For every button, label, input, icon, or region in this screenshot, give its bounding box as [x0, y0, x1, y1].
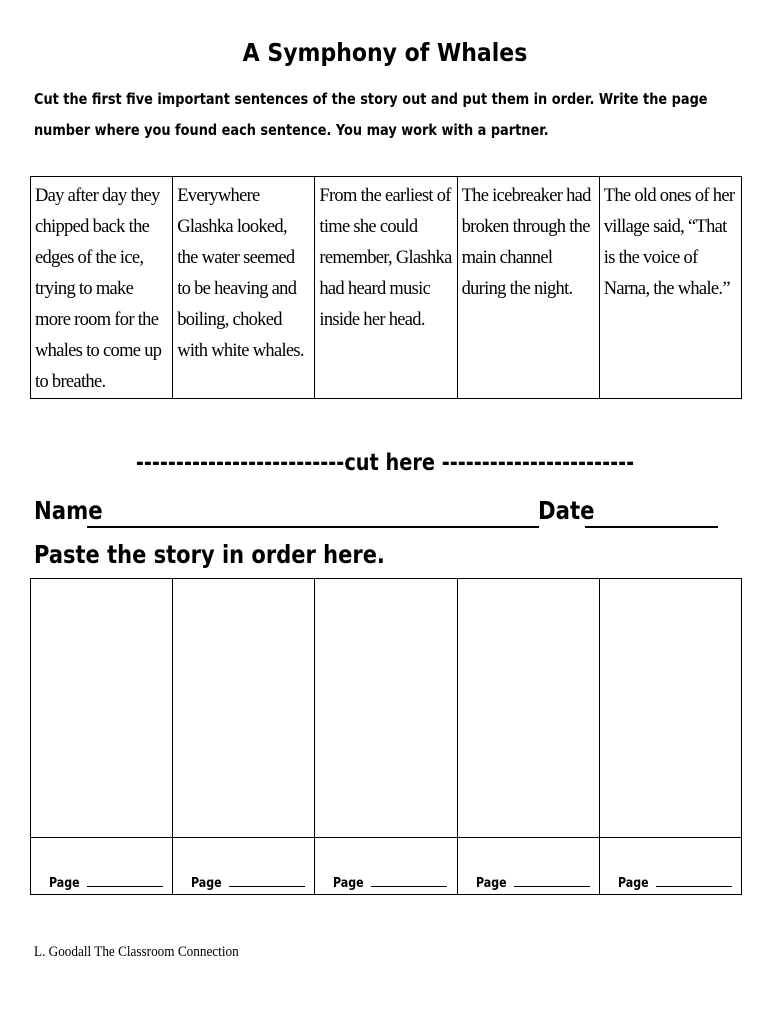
page-label: Page [49, 876, 80, 891]
page-number-blank [87, 886, 163, 887]
paste-box-1 [31, 579, 173, 838]
page-number-blank [514, 886, 590, 887]
date-blank-line [585, 526, 718, 528]
paste-box-4 [457, 579, 599, 838]
page-number-blank [229, 886, 305, 887]
paste-box-2 [173, 579, 315, 838]
sentence-cell-1: Day after day they chipped back the edges of the ice, trying to make more room for the whales to come up to breathe. [31, 177, 173, 399]
date-label: Date [538, 496, 595, 525]
page-number-blank [371, 886, 447, 887]
page-label: Page [475, 876, 507, 891]
page-label: Page [333, 876, 365, 891]
sentence-cell-5: The old ones of her village said, “That is the voice of Narna, the whale.” [599, 177, 741, 399]
paste-box-5 [599, 579, 741, 838]
page-cell-2 [173, 838, 315, 895]
sentence-strip-table [30, 176, 742, 399]
page-cell-5 [599, 838, 741, 895]
cut-here-line: --------------------------cut here ------------------------ [135, 450, 635, 476]
name-label: Name [34, 496, 103, 525]
page-label: Page [191, 876, 222, 891]
paste-box-3 [315, 579, 457, 838]
worksheet-title: A Symphony of Whales [242, 38, 528, 67]
page-label: Page [617, 876, 649, 891]
page-cell-3 [315, 838, 457, 895]
footer-credit: L. Goodall The Classroom Connection [34, 944, 239, 960]
paste-area-table [30, 578, 742, 895]
sentence-cell-4: The icebreaker had broken through the main channel during the night. [457, 177, 599, 399]
sentence-cell-2: Everywhere Glashka looked, the water seemed to be heaving and boiling, choked with white whales. [173, 177, 315, 399]
page-cell-1 [31, 838, 173, 895]
instructions-text: Cut the first five important sentences of the story out and put them in order. Write the page number where you found each sentence. You may work with a partner. [34, 90, 708, 139]
page-cell-4 [457, 838, 599, 895]
name-blank-line [87, 526, 539, 528]
page-number-blank [656, 886, 732, 887]
paste-instructions: Paste the story in order here. [34, 540, 385, 569]
sentence-cell-3: From the earliest of time she could remember, Glashka had heard music inside her head. [315, 177, 457, 399]
